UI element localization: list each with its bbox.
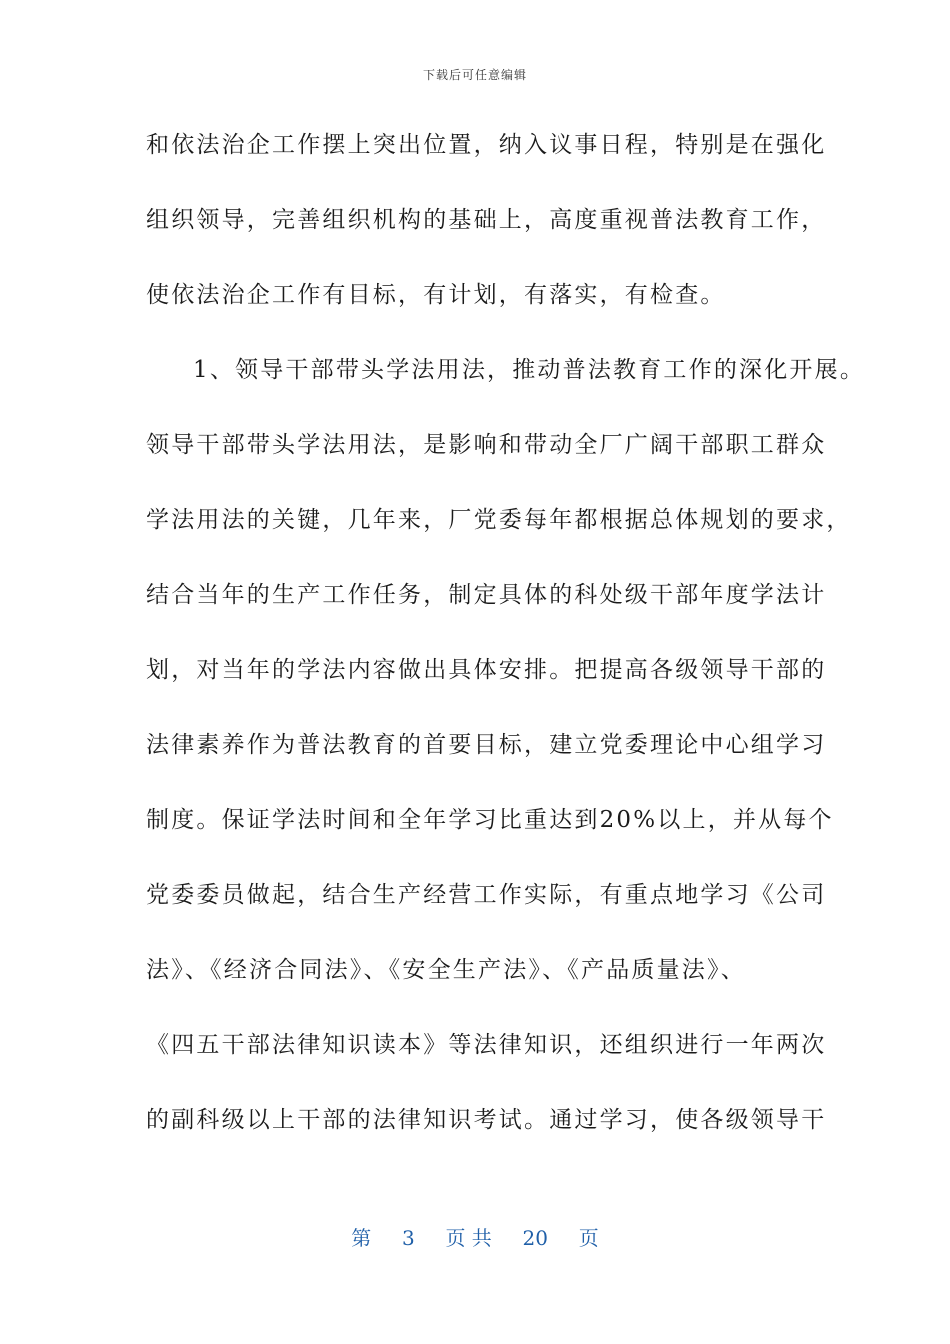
text-line-14: 的副科级以上干部的法律知识考试。通过学习，使各级领导干 xyxy=(146,1107,827,1133)
text-line-4-section-heading: 1、领导干部带头学法用法，推动普法教育工作的深化开展。 xyxy=(193,357,866,383)
text-line-5: 领导干部带头学法用法，是影响和带动全厂广阔干部职工群众 xyxy=(146,432,827,458)
footer-prefix: 第 xyxy=(351,1226,372,1250)
text-line-10: 制度。保证学法时间和全年学习比重达到20%以上，并从每个 xyxy=(146,807,834,833)
text-line-7: 结合当年的生产工作任务，制定具体的科处级干部年度学法计 xyxy=(146,582,827,608)
text-line-11: 党委委员做起，结合生产经营工作实际，有重点地学习《公司 xyxy=(146,882,827,908)
text-line-2: 组织领导，完善组织机构的基础上，高度重视普法教育工作， xyxy=(146,207,827,233)
text-line-6: 学法用法的关键，几年来，厂党委每年都根据总体规划的要求， xyxy=(146,507,852,533)
text-line-12: 法》、《经济合同法》、《安全生产法》、《产品质量法》、 xyxy=(146,957,746,983)
text-line-8: 划，对当年的学法内容做出具体安排。把提高各级领导干部的 xyxy=(146,657,827,683)
document-body xyxy=(146,119,866,1169)
text-line-9: 法律素养作为普法教育的首要目标，建立党委理论中心组学习 xyxy=(146,732,827,758)
current-page-number: 3 xyxy=(402,1226,415,1250)
total-page-count: 20 xyxy=(522,1226,548,1250)
text-line-3: 使依法治企工作有目标，有计划，有落实，有检查。 xyxy=(146,282,726,308)
footer-suffix: 页 xyxy=(578,1226,599,1250)
text-line-13: 《四五干部法律知识读本》等法律知识，还组织进行一年两次 xyxy=(146,1032,827,1058)
footer-middle: 页 共 xyxy=(445,1226,492,1250)
text-line-1: 和依法治企工作摆上突出位置，纳入议事日程，特别是在强化 xyxy=(146,132,827,158)
page-footer xyxy=(0,1222,950,1251)
header-note: 下载后可任意编辑 xyxy=(422,68,527,82)
